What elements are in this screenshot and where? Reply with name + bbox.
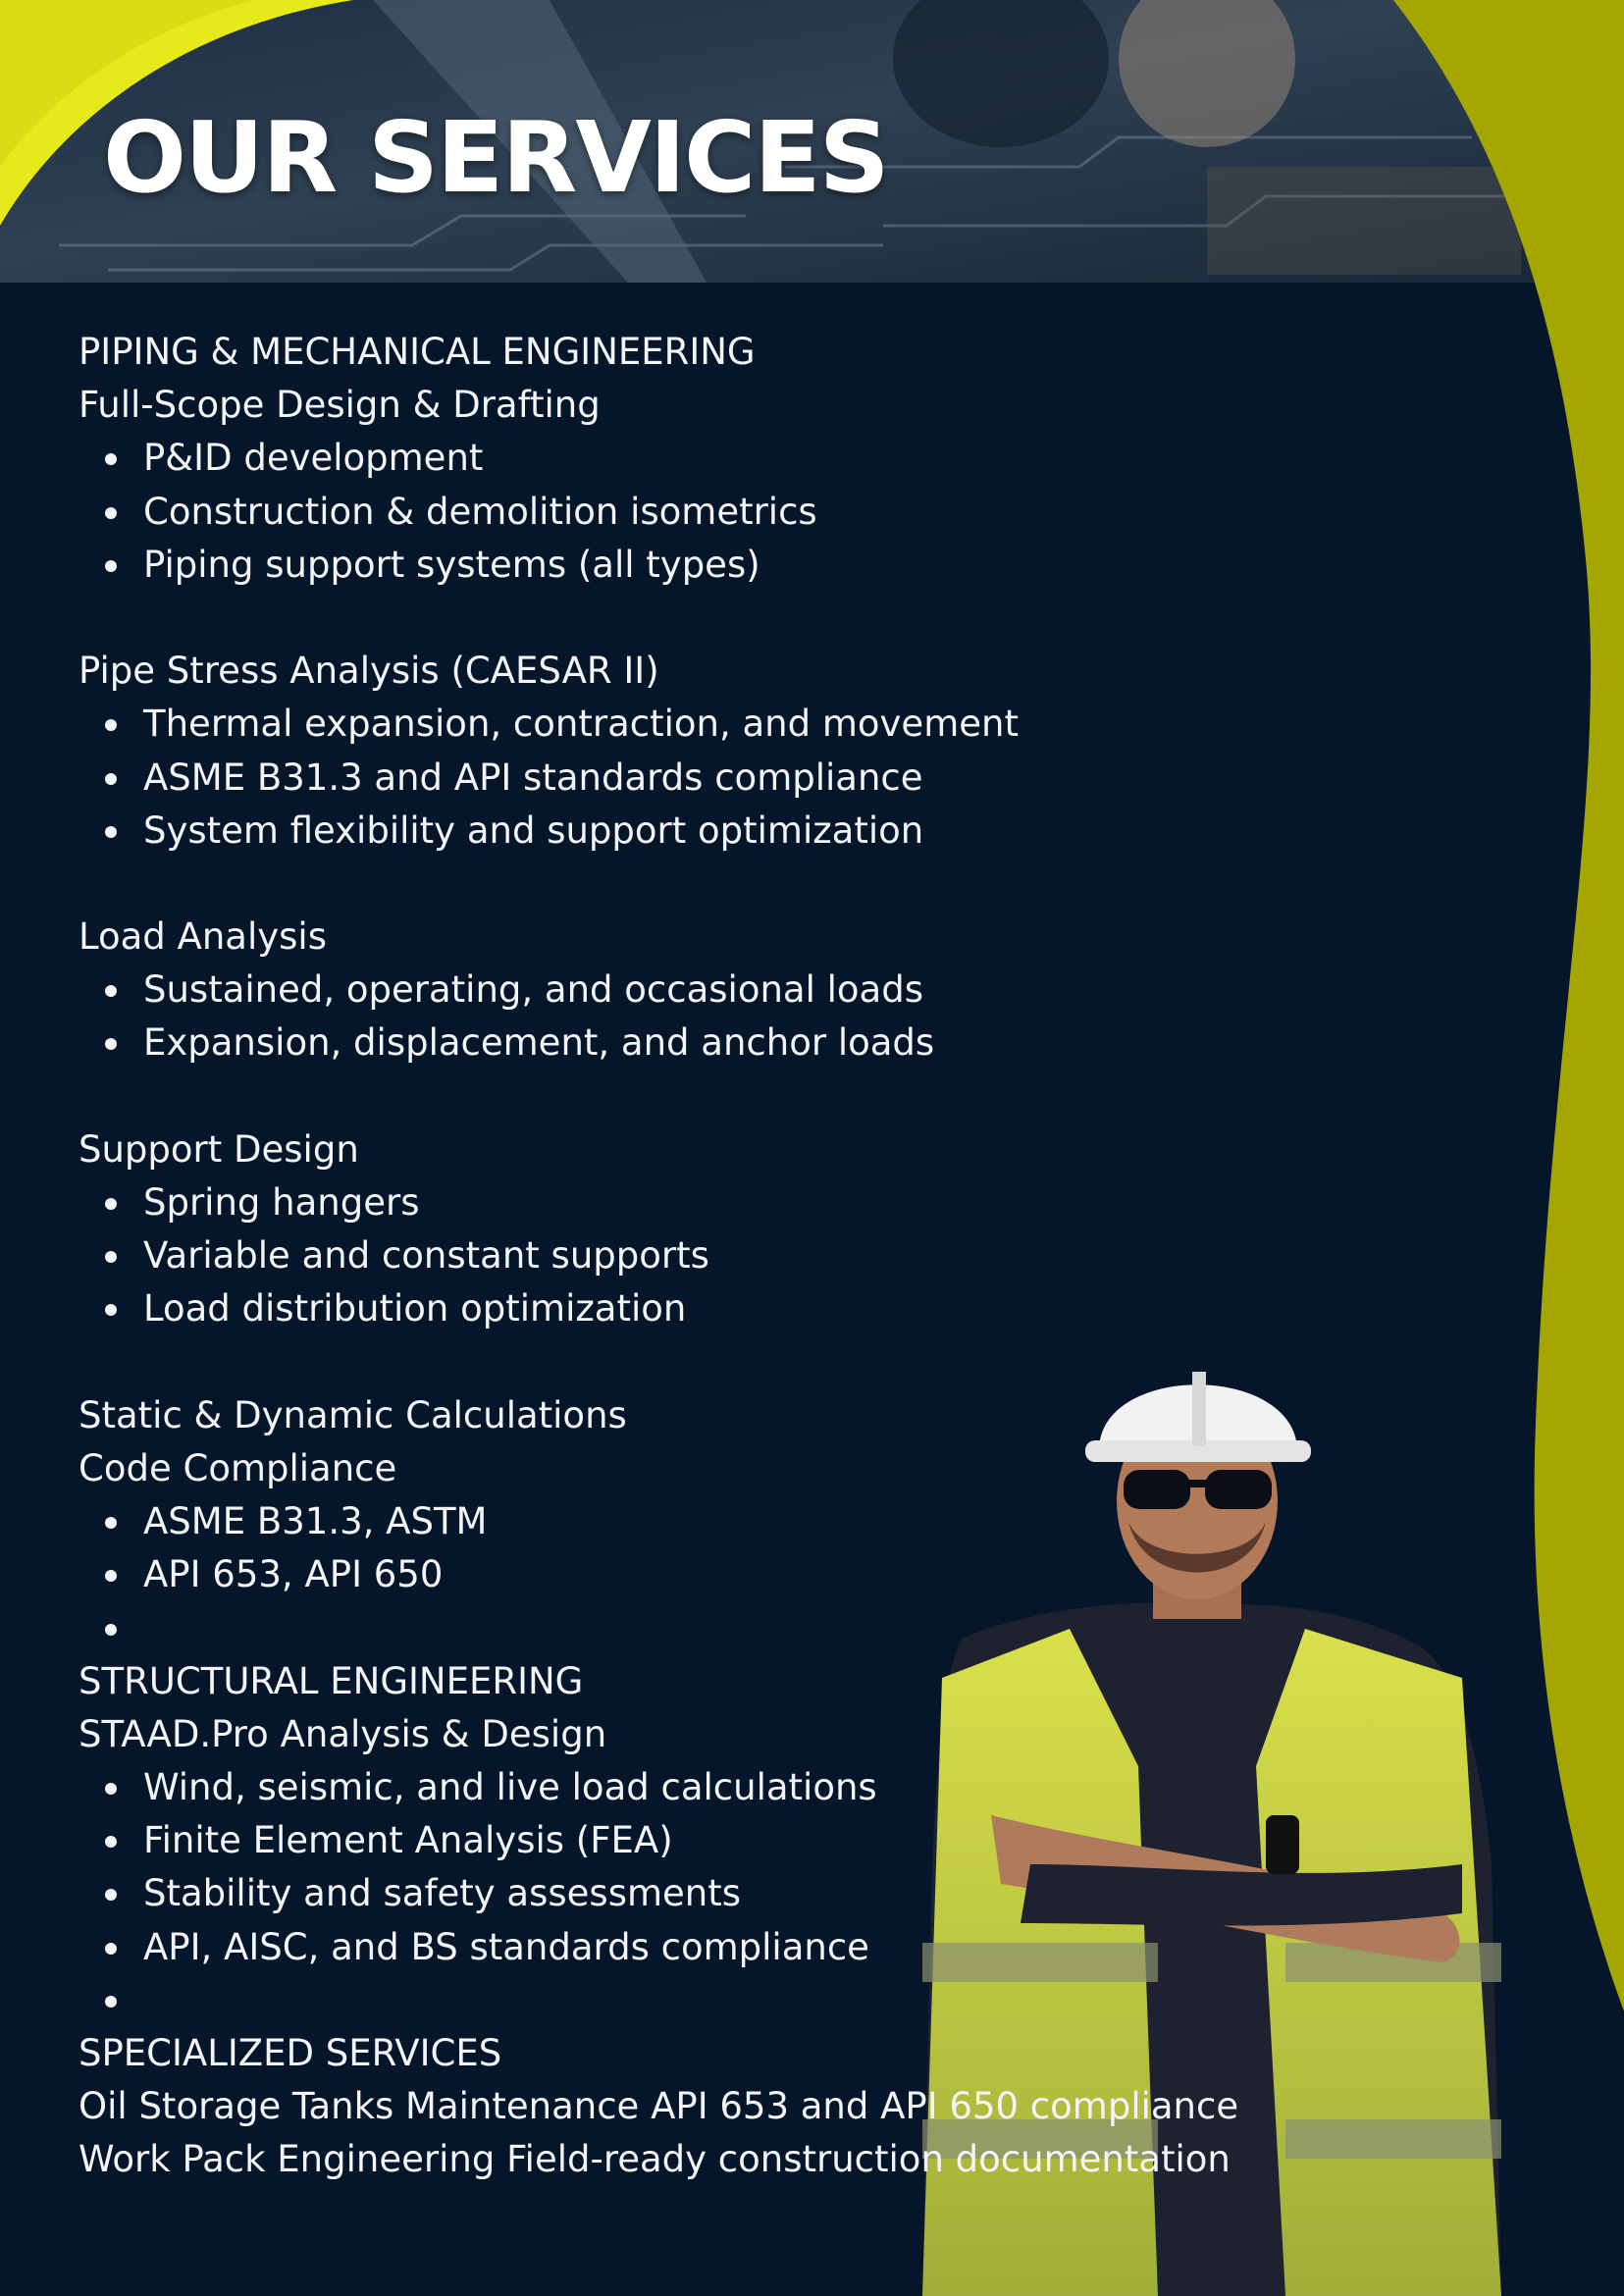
bullet-item: System flexibility and support optimization — [79, 805, 1354, 858]
bullet-item: Load distribution optimization — [79, 1282, 1354, 1335]
section-heading: PIPING & MECHANICAL ENGINEERING — [79, 331, 756, 373]
bullet-item: Expansion, displacement, and anchor loads — [79, 1017, 1354, 1070]
section-heading: STRUCTURAL ENGINEERING — [79, 1659, 584, 1702]
bullet-item: Construction & demolition isometrics — [79, 486, 1354, 539]
spacer — [79, 858, 1354, 911]
bullet-item: Thermal expansion, contraction, and movement — [79, 698, 1354, 751]
group-title: Oil Storage Tanks Maintenance API 653 and API 650 compliance — [79, 2085, 1239, 2128]
group-title: Static & Dynamic Calculations — [79, 1393, 627, 1436]
bullet-item: P&ID development — [79, 432, 1354, 485]
spacer — [79, 1336, 1354, 1389]
bullet-item — [79, 1974, 1354, 2027]
group-title: Work Pack Engineering Field-ready construction documentation — [79, 2138, 1231, 2181]
services-list — [79, 326, 1354, 2187]
bullet-item: API 653, API 650 — [79, 1548, 1354, 1601]
bullet-item: Variable and constant supports — [79, 1229, 1354, 1282]
group-title: Load Analysis — [79, 915, 327, 959]
bullet-item: Piping support systems (all types) — [79, 539, 1354, 592]
bullet-item: Spring hangers — [79, 1176, 1354, 1229]
group-title: Code Compliance — [79, 1446, 397, 1489]
bullet-item: Wind, seismic, and live load calculations — [79, 1761, 1354, 1814]
spacer — [79, 592, 1354, 645]
bullet-item: Stability and safety assessments — [79, 1867, 1354, 1920]
bullet-item: ASME B31.3, ASTM — [79, 1495, 1354, 1548]
group-title: STAAD.Pro Analysis & Design — [79, 1712, 607, 1755]
spacer — [79, 1070, 1354, 1123]
section-heading: SPECIALIZED SERVICES — [79, 2032, 502, 2074]
bullet-item: Sustained, operating, and occasional loads — [79, 964, 1354, 1017]
bullet-item: API, AISC, and BS standards compliance — [79, 1921, 1354, 1974]
group-title: Pipe Stress Analysis (CAESAR II) — [79, 650, 659, 693]
page-title: OUR SERVICES — [103, 100, 888, 215]
group-title: Full-Scope Design & Drafting — [79, 384, 601, 427]
bullet-item — [79, 1602, 1354, 1655]
group-title: Support Design — [79, 1127, 359, 1171]
bullet-item: ASME B31.3 and API standards compliance — [79, 752, 1354, 805]
bullet-item: Finite Element Analysis (FEA) — [79, 1814, 1354, 1867]
